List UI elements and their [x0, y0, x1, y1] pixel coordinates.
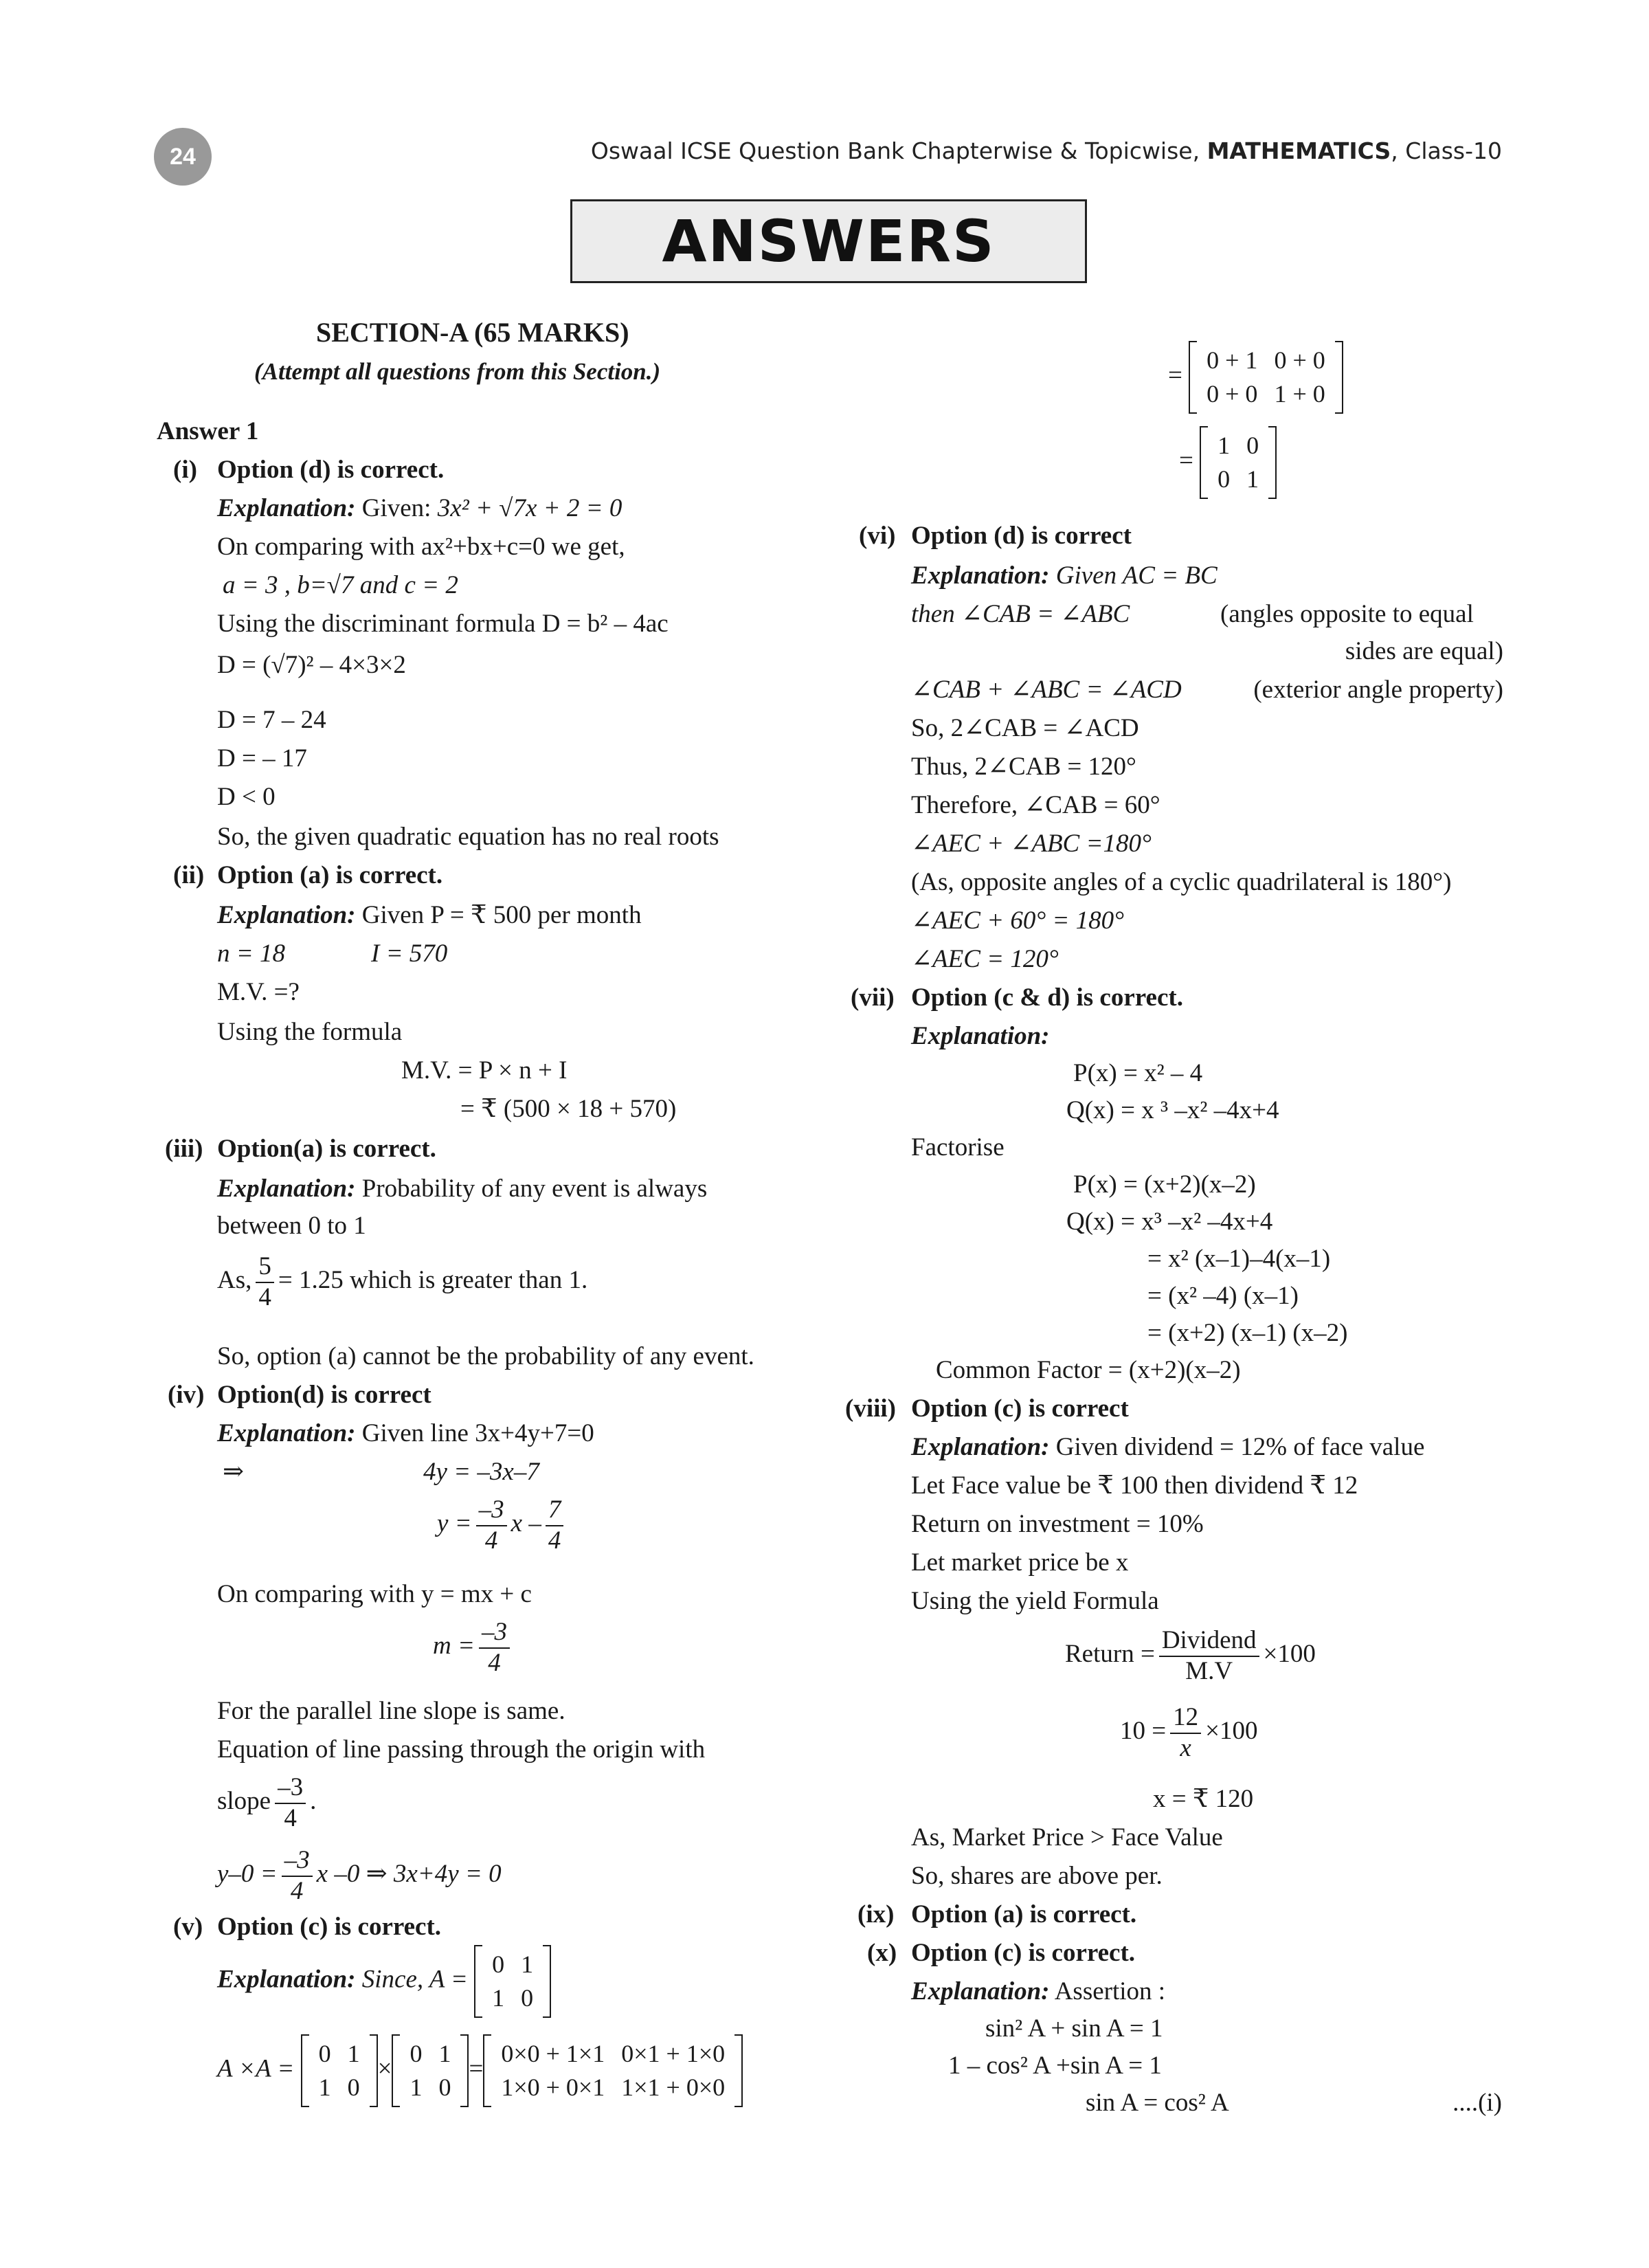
q1-explanation — [217, 495, 622, 523]
q3-explanation-text: Probability of any event is always — [355, 1175, 708, 1203]
q7-factorise: Factorise — [911, 1133, 1005, 1161]
q6-reason2: sides are equal) — [1345, 637, 1503, 665]
q9-option: Option (a) is correct. — [911, 1900, 1137, 1928]
equals-sign: = — [1168, 361, 1182, 390]
q4-m: m = — [433, 1632, 475, 1660]
q7-q: Q(x) = x ³ –x² –4x+4 — [1066, 1096, 1279, 1124]
explanation-label: Explanation: — [911, 562, 1050, 590]
q4-given: Given line 3x+4y+7=0 — [355, 1419, 594, 1447]
explanation-label: Explanation: — [217, 1965, 356, 1994]
matrix-product: 0×0 + 1×1 0×1 + 1×0 1×0 + 0×1 1×1 + 0×0 — [483, 2034, 743, 2107]
q4-explanation — [217, 1420, 594, 1448]
q4-final-num: –3 — [282, 1846, 313, 1877]
q4-line1: 4y = –3x–7 — [423, 1458, 539, 1486]
q4-frac2 — [546, 1496, 564, 1555]
q3-option: Option(a) is correct. — [217, 1135, 436, 1163]
matrix-a-right: 0 1 1 0 — [392, 2034, 469, 2107]
q6-explanation — [911, 562, 1218, 590]
explanation-label: Explanation: — [217, 494, 356, 522]
q2-given: Given P = ₹ 500 per month — [355, 901, 642, 929]
q7-p: P(x) = x² – 4 — [1073, 1059, 1203, 1087]
q8-shares: So, shares are above per. — [911, 1862, 1163, 1890]
q8-number: (viii) — [845, 1394, 896, 1423]
q6-step5: (As, opposite angles of a cyclic quadrilateral is 180°) — [911, 868, 1452, 896]
q3-numerator: 5 — [256, 1252, 274, 1283]
q3-fraction-line — [217, 1252, 587, 1312]
q5-number: (v) — [173, 1913, 203, 1941]
q8-ten-frac — [1170, 1703, 1201, 1763]
class-label: , Class-10 — [1391, 137, 1502, 164]
q6-step6: ∠AEC + 60° = 180° — [911, 907, 1124, 935]
q4-final-b: x –0 ⇒ 3x+4y = 0 — [316, 1860, 502, 1889]
q10-line3: sin A = cos² A — [1086, 2089, 1229, 2117]
q4-slope-den: 4 — [284, 1803, 297, 1832]
q4-frac1-num: –3 — [476, 1496, 507, 1526]
q1-d-step1: D = (√7)² – 4×3×2 — [217, 651, 406, 679]
q8-return-den: M.V — [1185, 1656, 1233, 1685]
q3-number: (iii) — [165, 1135, 203, 1163]
q5-explanation — [217, 1945, 551, 2018]
matrix-a-left: 0 1 1 0 — [301, 2034, 378, 2107]
q4-line2 — [437, 1496, 568, 1555]
q6-exterior: ∠CAB + ∠ABC = ∠ACD — [911, 676, 1182, 704]
explanation-label: Explanation: — [217, 1175, 356, 1203]
times-sign: × — [377, 2054, 392, 2083]
q9-number: (ix) — [857, 1900, 895, 1928]
implies-arrow: ⇒ — [223, 1458, 245, 1486]
q2-explanation — [217, 902, 642, 930]
q3-conclusion: So, option (a) cannot be the probability of any event. — [217, 1342, 754, 1370]
q6-step3: Therefore, ∠CAB = 60° — [911, 791, 1160, 819]
q3-rest: = 1.25 which is greater than 1. — [278, 1266, 588, 1295]
q8-return-num: Dividend — [1159, 1626, 1259, 1657]
answer-heading: Answer 1 — [157, 417, 259, 445]
q7-f1: P(x) = (x+2)(x–2) — [1073, 1170, 1256, 1199]
q7-f3: = x² (x–1)–4(x–1) — [1147, 1245, 1331, 1273]
q6-step1: So, 2∠CAB = ∠ACD — [911, 714, 1139, 742]
q7-f2: Q(x) = x³ –x² –4x+4 — [1066, 1208, 1273, 1236]
q8-given: Given dividend = 12% of face value — [1049, 1433, 1425, 1461]
q8-line4: Using the yield Formula — [911, 1587, 1159, 1615]
q6-step7: ∠AEC = 120° — [911, 945, 1059, 973]
q2-formula-label: Using the formula — [217, 1018, 403, 1046]
q8-market-price: As, Market Price > Face Value — [911, 1823, 1223, 1852]
q8-option: Option (c) is correct — [911, 1394, 1129, 1423]
q3-denominator: 4 — [258, 1282, 271, 1311]
q1-d-step3: D = – 17 — [217, 744, 307, 772]
equals-sign: = — [1179, 446, 1193, 475]
q3-explanation — [217, 1175, 707, 1203]
matrix-sum: 0 + 1 0 + 0 0 + 0 1 + 0 — [1189, 341, 1343, 414]
q4-final-den: 4 — [290, 1876, 304, 1905]
q8-ten-formula — [1120, 1703, 1258, 1763]
q4-option: Option(d) is correct — [217, 1381, 431, 1409]
q4-slope-frac — [275, 1773, 306, 1833]
q4-equation-line: Equation of line passing through the origin with — [217, 1735, 706, 1764]
q6-exterior-reason: (exterior angle property) — [1253, 676, 1503, 704]
section-title: SECTION-A (65 MARKS) — [316, 317, 629, 348]
explanation-label: Explanation: — [217, 901, 356, 929]
q10-line1: sin² A + sin A = 1 — [985, 2014, 1163, 2043]
section-subtitle: (Attempt all questions from this Section.) — [254, 358, 661, 385]
running-head — [591, 137, 1502, 164]
q2-option: Option (a) is correct. — [217, 861, 443, 889]
q8-times100: ×100 — [1205, 1717, 1258, 1746]
matrix-identity: 1 0 0 1 — [1200, 426, 1277, 499]
q1-discriminant-formula: Using the discriminant formula D = b² – 4ac — [217, 610, 669, 638]
q4-final-a: y–0 = — [217, 1860, 278, 1889]
q8-line3: Let market price be x — [911, 1548, 1129, 1577]
q2-i-value: I = 570 — [371, 940, 448, 968]
explanation-label: Explanation: — [911, 1433, 1050, 1461]
q2-number: (ii) — [173, 861, 205, 889]
q6-number: (vi) — [859, 522, 896, 550]
subject-name: MATHEMATICS — [1207, 137, 1391, 164]
q6-given: Given AC = BC — [1049, 562, 1218, 590]
q4-m-den: 4 — [488, 1648, 501, 1677]
q8-times100: ×100 — [1263, 1640, 1316, 1669]
q4-m-num: –3 — [479, 1618, 510, 1649]
given-label: Given: — [355, 494, 438, 522]
q3-explanation-text2: between 0 to 1 — [217, 1212, 366, 1240]
q8-return-frac — [1159, 1626, 1259, 1686]
q1-coefficients: a = 3 , b=√7 and c = 2 — [223, 571, 458, 599]
explanation-label: Explanation: — [911, 1977, 1050, 2005]
q7-f5: = (x+2) (x–1) (x–2) — [1147, 1319, 1348, 1347]
q5-axa: A ×A = — [217, 2054, 295, 2083]
q10-number: (x) — [867, 1939, 897, 1967]
q7-option: Option (c & d) is correct. — [911, 983, 1183, 1012]
q4-m-line — [433, 1618, 514, 1678]
q10-line2: 1 – cos² A +sin A = 1 — [948, 2052, 1162, 2080]
q2-formula-line1: M.V. = P × n + I — [401, 1056, 568, 1085]
q6-step2: Thus, 2∠CAB = 120° — [911, 753, 1136, 781]
q7-f4: = (x² –4) (x–1) — [1147, 1282, 1299, 1310]
q1-d-step4: D < 0 — [217, 783, 276, 811]
matrix-identity-line — [1179, 426, 1277, 499]
q7-common-factor: Common Factor = (x+2)(x–2) — [936, 1356, 1241, 1384]
q2-n-value: n = 18 — [217, 940, 285, 968]
q8-ten: 10 = — [1120, 1717, 1167, 1746]
q4-final — [217, 1846, 502, 1906]
book-title: Oswaal ICSE Question Bank Chapterwise & Topicwise, — [590, 137, 1207, 164]
q1-equation: 3x² + √7x + 2 = 0 — [437, 494, 622, 522]
q10-assertion: Assertion : — [1049, 1977, 1166, 2005]
q6-reason1: (angles opposite to equal — [1220, 600, 1474, 628]
q6-option: Option (d) is correct — [911, 522, 1132, 550]
q8-ten-den: x — [1180, 1733, 1191, 1762]
q6-step4: ∠AEC + ∠ABC =180° — [911, 830, 1152, 858]
q7-number: (vii) — [851, 983, 895, 1012]
q3-as: As, — [217, 1266, 252, 1295]
explanation-label: Explanation: — [217, 1419, 356, 1447]
q4-frac1-den: 4 — [484, 1526, 498, 1555]
q8-return: Return = — [1065, 1640, 1155, 1669]
q1-conclusion: So, the given quadratic equation has no real roots — [217, 823, 719, 851]
q2-formula-line2: = ₹ (500 × 18 + 570) — [460, 1095, 677, 1123]
q4-slope-period: . — [310, 1787, 317, 1816]
q8-explanation — [911, 1434, 1424, 1462]
matrix-a: 0 1 1 0 — [474, 1945, 551, 2018]
q10-explanation — [911, 1978, 1165, 2006]
q6-then: then ∠CAB = ∠ABC — [911, 600, 1130, 628]
q5-option: Option (c) is correct. — [217, 1913, 442, 1941]
q1-number: (i) — [173, 456, 197, 484]
q8-ten-num: 12 — [1170, 1703, 1201, 1734]
q1-compare: On comparing with ax²+bx+c=0 we get, — [217, 533, 625, 561]
q8-line2: Return on investment = 10% — [911, 1510, 1204, 1538]
matrix-sum-line — [1168, 341, 1343, 414]
q4-final-frac — [282, 1846, 313, 1906]
q10-option: Option (c) is correct. — [911, 1939, 1136, 1967]
q4-frac1 — [476, 1496, 507, 1555]
q4-slope-num: –3 — [275, 1773, 306, 1804]
q4-slope: slope — [217, 1787, 271, 1816]
q1-d-step2: D = 7 – 24 — [217, 706, 326, 734]
equals-sign: = — [469, 2054, 484, 2083]
q4-slope-line — [217, 1773, 316, 1833]
q2-mv: M.V. =? — [217, 978, 300, 1006]
q8-x-value: x = ₹ 120 — [1153, 1785, 1254, 1813]
q5-product — [217, 2034, 743, 2107]
page-number-badge: 24 — [154, 128, 212, 186]
answers-title-box: ANSWERS — [570, 199, 1087, 283]
q4-y: y = — [437, 1509, 472, 1538]
q4-number: (iv) — [168, 1381, 205, 1409]
explanation-label: Explanation: — [911, 1022, 1050, 1050]
q8-line1: Let Face value be ₹ 100 then dividend ₹ 12 — [911, 1471, 1358, 1500]
q1-option: Option (d) is correct. — [217, 456, 445, 484]
q4-compare: On comparing with y = mx + c — [217, 1580, 532, 1608]
q8-return-formula — [1065, 1626, 1316, 1686]
q4-frac2-num: 7 — [546, 1496, 564, 1526]
q4-m-frac — [479, 1618, 510, 1678]
q5-since: Since, A = — [355, 1965, 468, 1994]
q10-reference: ....(i) — [1452, 2089, 1502, 2117]
q3-fraction — [256, 1252, 274, 1312]
q4-frac2-den: 4 — [548, 1526, 561, 1555]
q4-parallel: For the parallel line slope is same. — [217, 1697, 565, 1725]
q4-x: x – — [511, 1509, 541, 1538]
